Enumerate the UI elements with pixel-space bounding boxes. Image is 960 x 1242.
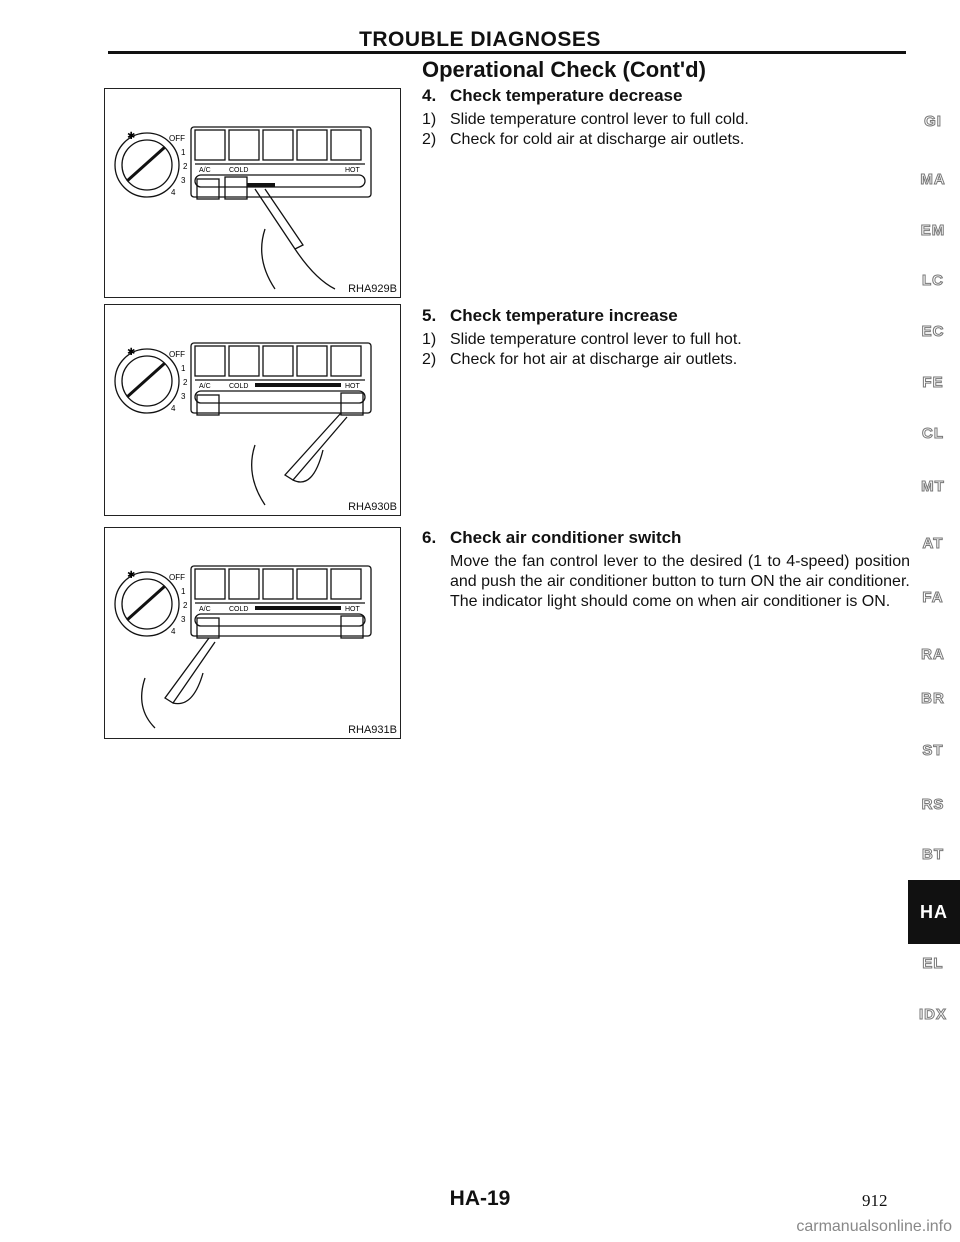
step-title: Check air conditioner switch <box>450 528 682 547</box>
watermark: carmanualsonline.info <box>796 1218 952 1235</box>
tab-em[interactable]: EM <box>920 222 946 239</box>
step-number: 4. <box>422 86 437 105</box>
step-line <box>422 110 910 130</box>
fan-speed-2-label: 2 <box>183 601 188 610</box>
step-heading <box>422 528 910 548</box>
figure-code: RHA930B <box>348 501 397 513</box>
step-heading <box>422 86 910 106</box>
ac-control-panel-illustration <box>105 528 400 738</box>
figure-code: RHA931B <box>348 724 397 736</box>
figure-temp-decrease <box>104 88 401 298</box>
section-title: TROUBLE DIAGNOSES <box>359 28 601 51</box>
tab-cl[interactable]: CL <box>922 425 944 442</box>
figure-code: RHA929B <box>348 283 397 295</box>
line-text: Check for hot air at discharge air outlets. <box>450 351 738 368</box>
fan-speed-4-label: 4 <box>171 627 176 636</box>
tab-br[interactable]: BR <box>921 690 945 707</box>
tab-idx[interactable]: IDX <box>918 1006 947 1023</box>
tab-gi[interactable]: GI <box>924 113 942 130</box>
header-rule <box>108 51 906 54</box>
fan-speed-3-label: 3 <box>181 176 186 185</box>
step-line <box>422 350 910 370</box>
page-number: HA-19 <box>449 1187 511 1210</box>
step-line <box>422 130 910 150</box>
step-6 <box>422 528 910 612</box>
line-number: 2) <box>422 131 437 148</box>
tab-fe[interactable]: FE <box>922 374 944 391</box>
fan-speed-1-label: 1 <box>181 148 186 157</box>
step-paragraph: The indicator light should come on when air conditioner is ON. <box>450 593 891 610</box>
cold-label: COLD <box>229 167 249 174</box>
fan-off-label: OFF <box>169 134 185 143</box>
step-heading <box>422 306 910 326</box>
line-number: 1) <box>422 111 437 128</box>
fan-speed-2-label: 2 <box>183 378 188 387</box>
step-title: Check temperature decrease <box>450 86 683 105</box>
hot-label: HOT <box>345 383 360 390</box>
line-text: Slide temperature control lever to full cold. <box>450 111 749 128</box>
fan-off-label: OFF <box>169 573 185 582</box>
fan-speed-2-label: 2 <box>183 162 188 171</box>
fan-speed-4-label: 4 <box>171 188 176 197</box>
line-number: 1) <box>422 331 437 348</box>
tab-ma[interactable]: MA <box>920 171 946 188</box>
fan-star-label: ✱ <box>127 131 136 142</box>
figure-ac-switch <box>104 527 401 739</box>
tab-mt[interactable]: MT <box>921 478 945 495</box>
tab-ra[interactable]: RA <box>921 646 945 663</box>
hot-label: HOT <box>345 606 360 613</box>
fan-off-label: OFF <box>169 350 185 359</box>
section-tabs <box>908 0 960 1242</box>
step-4 <box>422 86 910 150</box>
line-number: 2) <box>422 351 437 368</box>
ac-label: A/C <box>199 383 211 390</box>
fan-speed-1-label: 1 <box>181 587 186 596</box>
ac-control-panel-illustration <box>105 305 400 515</box>
fan-star-label: ✱ <box>127 570 136 581</box>
cold-label: COLD <box>229 383 249 390</box>
step-number: 6. <box>422 528 437 547</box>
tab-ec[interactable]: EC <box>921 323 945 340</box>
tab-rs[interactable]: RS <box>921 796 945 813</box>
figure-temp-increase <box>104 304 401 516</box>
tab-fa[interactable]: FA <box>922 589 944 606</box>
fan-star-label: ✱ <box>127 347 136 358</box>
page-subtitle: Operational Check (Cont'd) <box>422 57 706 82</box>
tab-lc[interactable]: LC <box>922 272 944 289</box>
cold-label: COLD <box>229 606 249 613</box>
line-text: Check for cold air at discharge air outlets. <box>450 131 745 148</box>
line-text: Slide temperature control lever to full hot. <box>450 331 742 348</box>
step-line <box>422 330 910 350</box>
hot-label: HOT <box>345 167 360 174</box>
fan-speed-3-label: 3 <box>181 615 186 624</box>
fan-speed-1-label: 1 <box>181 364 186 373</box>
fan-speed-3-label: 3 <box>181 392 186 401</box>
ac-label: A/C <box>199 167 211 174</box>
fan-speed-4-label: 4 <box>171 404 176 413</box>
ac-label: A/C <box>199 606 211 613</box>
tab-el[interactable]: EL <box>922 955 944 972</box>
tab-at[interactable]: AT <box>922 535 944 552</box>
tab-bt[interactable]: BT <box>922 846 944 863</box>
step-title: Check temperature increase <box>450 306 678 325</box>
step-5 <box>422 306 910 370</box>
step-number: 5. <box>422 306 437 325</box>
step-paragraph: Move the fan control lever to the desired (1 to 4-speed) position and push the air conditioner button to turn ON the air conditioner. <box>450 553 910 590</box>
tab-ha-active[interactable]: HA <box>908 880 960 944</box>
page-index: 912 <box>862 1191 888 1210</box>
tab-st[interactable]: ST <box>922 742 944 759</box>
ac-control-panel-illustration <box>105 89 400 297</box>
